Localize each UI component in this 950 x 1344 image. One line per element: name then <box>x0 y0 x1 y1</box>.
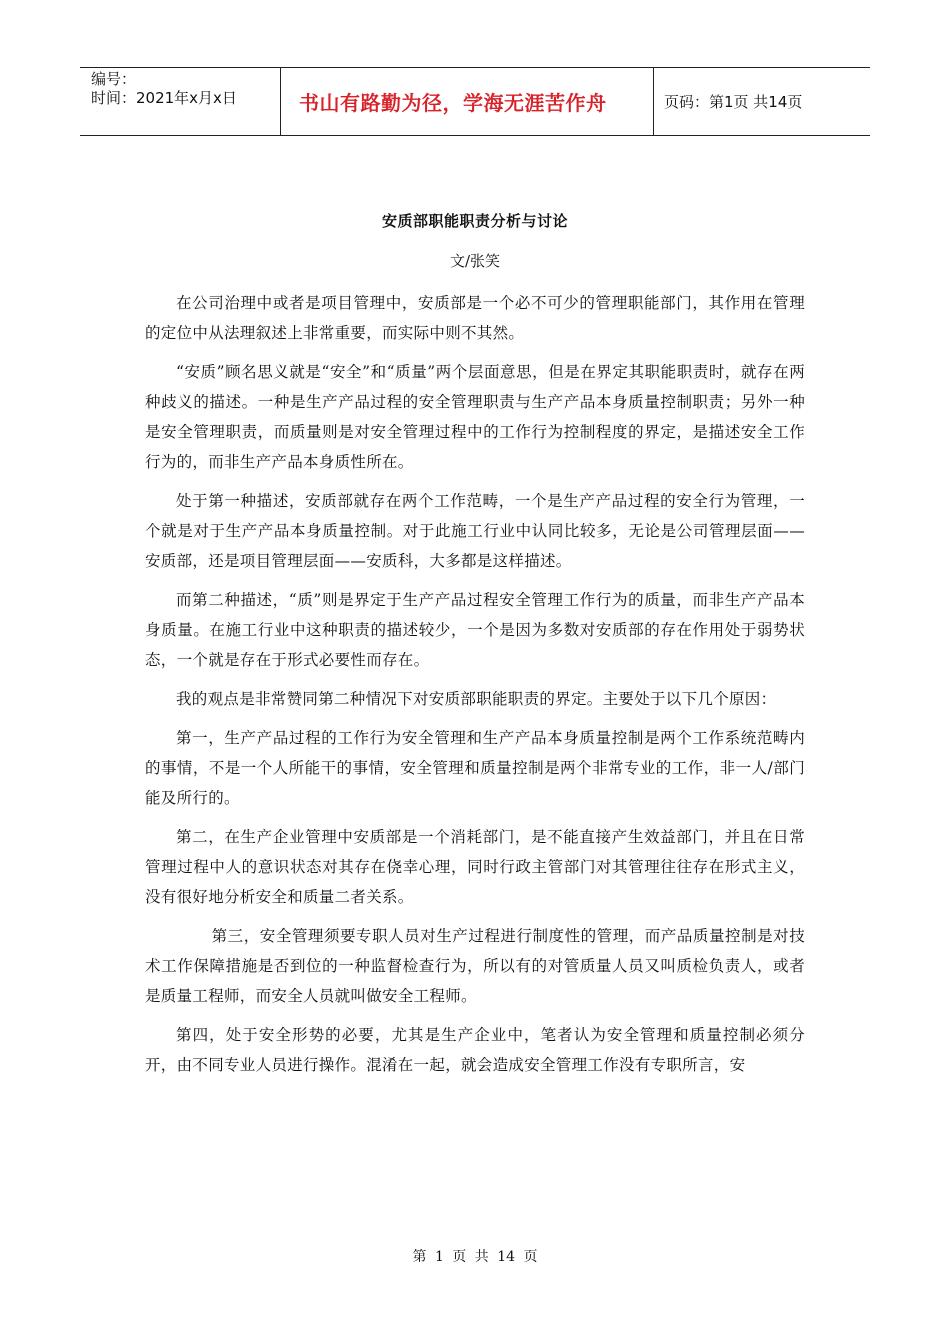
page-footer: 第 1 页 共 14 页 <box>412 1249 538 1265</box>
paragraph: 而第二种描述，“质”则是界定于生产产品过程安全管理工作行为的质量，而非生产产品本身质量。在施工行业中这种职责的描述较少，一个是因为多数对安质部的存在作用处于弱势状态，一个就是存在于形式必要性而存在。 <box>145 591 805 669</box>
motto-text: 书山有路勤为径，学海无涯苦作舟 <box>299 91 607 115</box>
header-meta-cell <box>80 68 281 135</box>
paragraph: “安质”顾名思义就是“安全”和“质量”两个层面意思，但是在界定其职能职责时，就存在两种歧义的描述。一种是生产产品过程的安全管理职责与生产产品本身质量控制职责；另外一种是安全管理职责，而质量则是对安全管理过程中的工作行为控制程度的界定，是描述安全工作行为的，而非生产产品本身质性所在。 <box>145 363 805 471</box>
paragraph: 第四，处于安全形势的必要，尤其是生产企业中，笔者认为安全管理和质量控制必须分开，由不同专业人员进行操作。混淆在一起，就会造成安全管理工作没有专职所言，安 <box>145 1026 805 1074</box>
paragraph: 第三，安全管理须要专职人员对生产过程进行制度性的管理，而产品质量控制是对技术工作保障措施是否到位的一种监督检查行为，所以有的对管质量人员又叫质检负责人，或者是质量工程师，而安全人员就叫做安全工程师。 <box>145 927 805 1005</box>
paragraph: 第二，在生产企业管理中安质部是一个消耗部门，是不能直接产生效益部门，并且在日常管理过程中人的意识状态对其存在侥幸心理，同时行政主管部门对其管理往往存在形式主义，没有很好地分析安全和质量二者关系。 <box>145 828 805 906</box>
header-motto-cell <box>281 68 654 135</box>
number-label: 编号： <box>91 70 137 88</box>
document-author: 文/张笑 <box>449 252 501 270</box>
paragraph: 第一，生产产品过程的工作行为安全管理和生产产品本身质量控制是两个工作系统范畴内的事情，不是一个人所能干的事情，安全管理和质量控制是两个非常专业的工作，非一人/部门能及所行的。 <box>145 729 805 807</box>
header-page-cell <box>654 68 870 135</box>
time-label: 时间：2021年x月x日 <box>91 89 237 107</box>
document-title: 安质部职能职责分析与讨论 <box>381 212 568 230</box>
document-body <box>145 288 805 1089</box>
paragraph: 在公司治理中或者是项目管理中，安质部是一个必不可少的管理职能部门，其作用在管理的定位中从法理叙述上非常重要，而实际中则不其然。 <box>145 294 805 342</box>
paragraph: 我的观点是非常赞同第二种情况下对安质部职能职责的界定。主要处于以下几个原因： <box>176 690 777 708</box>
paragraph: 处于第一种描述，安质部就存在两个工作范畴，一个是生产产品过程的安全行为管理，一个就是对于生产产品本身质量控制。对于此施工行业中认同比较多，无论是公司管理层面——安质部，还是项目管理层面——安质科，大多都是这样描述。 <box>145 492 805 570</box>
header-table <box>80 67 870 136</box>
header-page-info: 页码：第1页 共14页 <box>664 93 803 111</box>
